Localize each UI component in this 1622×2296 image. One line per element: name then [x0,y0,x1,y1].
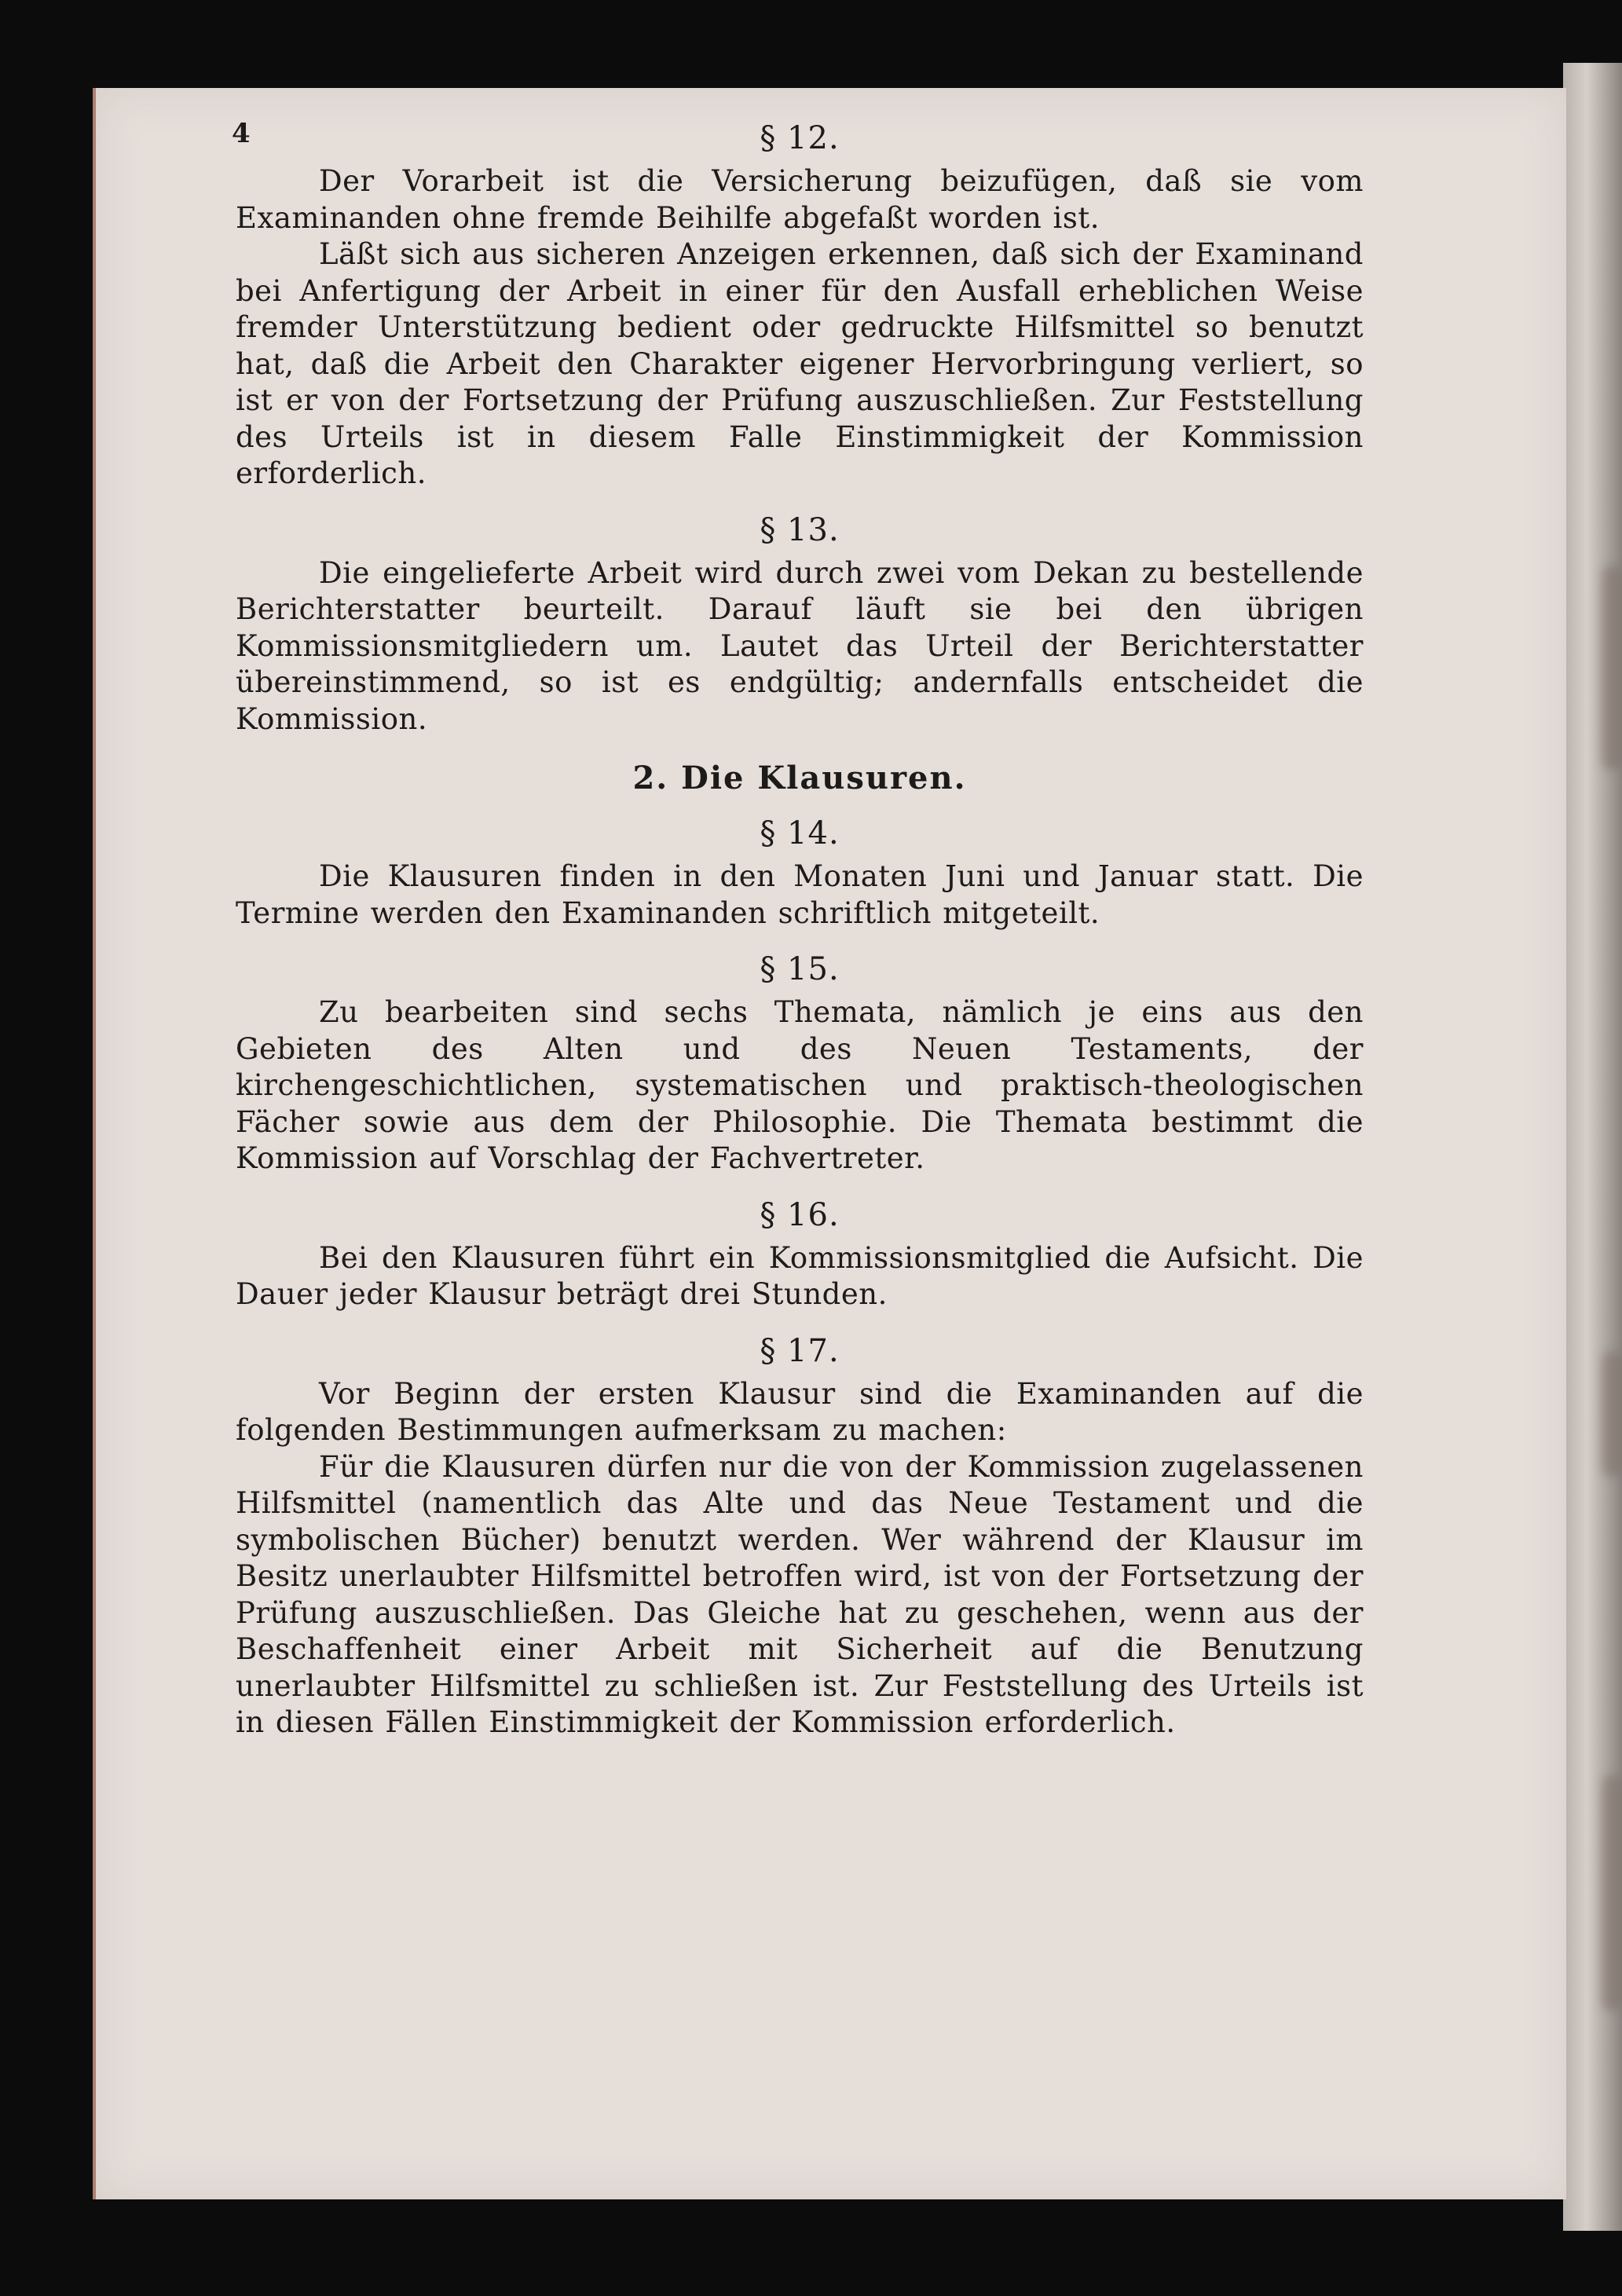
section-heading: § 17. [760,1332,840,1369]
paragraph: Bei den Klausuren führt ein Kommissionsmitglied die Aufsicht. Die Dauer jeder Klausur beträgt drei Stunden. [236,1240,1364,1311]
section-16 [236,1195,1364,1313]
page-number: 4 [232,118,251,149]
paragraph: Läßt sich aus sicheren Anzeigen erkennen, daß sich der Examinand bei Anfertigung der Arbeit in einer für den Ausfall erheblichen Weise fremder Unterstützung bedient oder gedruckte Hilfsmittel so benutzt hat, daß die Arbeit den Charakter eigener Hervorbringung verliert, so ist er von der Fortsetzung der Prüfung auszuschließen. Zur Feststellung des Urteils ist in diesem Falle Einstimmigkeit der Kommission erforderlich. [236,237,1364,490]
section-heading: § 15. [760,951,840,987]
paragraph: Für die Klausuren dürfen nur die von der Kommission zugelassenen Hilfsmittel (namentlich das Alte und das Neue Testament und die symbolischen Bücher) benutzt werden. Wer während der Klausur im Besitz unerlaubter Hilfsmittel betroffen wird, ist von der Fortsetzung der Prüfung auszuschließen. Das Gleiche hat zu geschehen, wenn aus der Beschaffenheit einer Arbeit mit Sicherheit auf die Benutzung unerlaubter Hilfsmittel zu schließen ist. Zur Feststellung des Urteils ist in diesen Fällen Einstimmigkeit der Kommission erforderlich. [236,1449,1364,1739]
page-stain [1602,1351,1622,1477]
section-14 [236,813,1364,932]
section-13 [236,510,1364,738]
paragraph: Zu bearbeiten sind sechs Themata, nämlich je eins aus den Gebieten des Alten und des Neuen Testaments, der kirchengeschichtlichen, systematischen und praktisch-theologischen Fächer sowie aus dem der Philosophie. Die Themata bestimmt die Kommission auf Vorschlag der Fachvertreter. [236,995,1364,1175]
paragraph: Die eingelieferte Arbeit wird durch zwei vom Dekan zu bestellende Berichterstatter beurteilt. Darauf läuft sie bei den übrigen Kommissionsmitgliedern um. Lautet das Urteil der Berichterstatter übereinstimmend, so ist es endgültig; andernfalls entscheidet die Kommission. [236,555,1364,736]
page-stain [1602,1775,1622,2011]
section-17 [236,1331,1364,1741]
section-heading: § 16. [760,1196,840,1233]
paragraph: Der Vorarbeit ist die Versicherung beizufügen, daß sie vom Examinanden ohne fremde Beihilfe abgefaßt worden ist. [236,164,1364,235]
section-12 [236,118,1364,493]
section-heading: § 13. [760,511,840,548]
chapter-heading: 2. Die Klausuren. [632,760,967,796]
paragraph: Die Klausuren finden in den Monaten Juni und Januar statt. Die Termine werden den Examinanden schriftlich mitgeteilt. [236,859,1364,930]
paragraph: Vor Beginn der ersten Klausur sind die Examinanden auf die folgenden Bestimmungen aufmerksam zu machen: [236,1376,1364,1447]
section-heading: § 12. [760,120,840,156]
section-15 [236,949,1364,1177]
section-heading: § 14. [760,815,840,851]
page-content [236,118,1364,1752]
page-stain [1602,566,1622,770]
adjacent-page-edge [1563,63,1622,2231]
